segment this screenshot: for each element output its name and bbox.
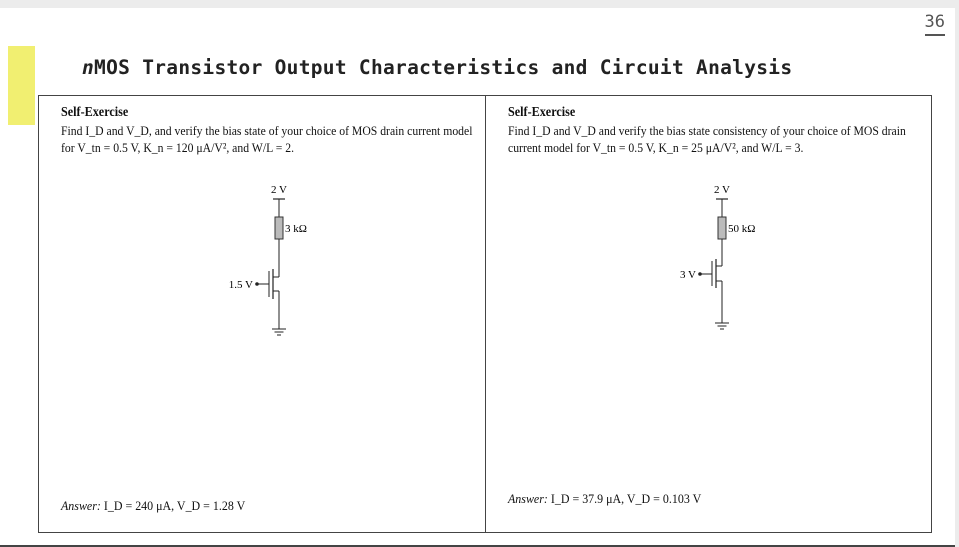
panel-divider [485, 96, 486, 533]
resistor [275, 217, 283, 239]
answer-left [61, 498, 245, 514]
exercise-left [61, 104, 481, 156]
slide-title [82, 56, 792, 79]
answer-right [508, 491, 701, 507]
resistor [718, 217, 726, 239]
supply-label: 2 V [271, 184, 287, 196]
title-italic-prefix: n [82, 56, 95, 79]
exercise-heading: Self-Exercise [508, 104, 576, 119]
exercise-right [508, 104, 928, 156]
answer-label: Answer: [61, 498, 101, 513]
circuit-left [209, 181, 309, 341]
gate-label: 3 V [680, 269, 696, 281]
answer-value: I_D = 37.9 μA, V_D = 0.103 V [550, 491, 702, 506]
answer-value: I_D = 240 μA, V_D = 1.28 V [103, 498, 246, 513]
supply-label: 2 V [714, 184, 730, 196]
resistor-label: 50 kΩ [728, 223, 756, 235]
slide [0, 8, 955, 547]
resistor-label: 3 kΩ [285, 223, 307, 235]
gate-label: 1.5 V [228, 279, 253, 291]
circuit-right [652, 181, 756, 341]
exercise-text: Find I_D and V_D and verify the bias state consistency of your choice of MOS drain current model for V_tn = 0.5 V, K_n = 25 μA/V², and W/L = 3. [508, 123, 906, 155]
title-text: MOS Transistor Output Characteristics and Circuit Analysis [94, 56, 793, 79]
exercise-panel [38, 95, 932, 533]
exercise-text: Find I_D and V_D, and verify the bias state of your choice of MOS drain current model for V_tn = 0.5 V, K_n = 120 μA/V², and W/L = 2. [61, 123, 473, 155]
accent-bar [8, 46, 35, 125]
exercise-heading: Self-Exercise [61, 104, 129, 119]
answer-label: Answer: [508, 491, 548, 506]
page-number: 36 [925, 12, 945, 36]
